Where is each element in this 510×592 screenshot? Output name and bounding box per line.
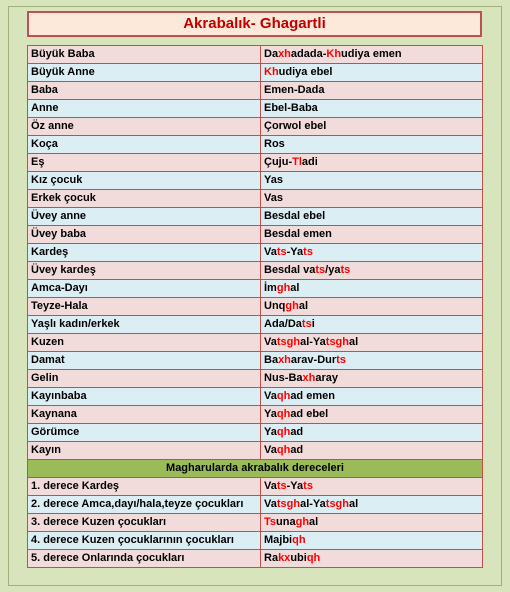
turkish-term-cell: Kardeş bbox=[28, 244, 261, 262]
kinship-row bbox=[28, 190, 483, 208]
turkish-term-cell: Anne bbox=[28, 100, 261, 118]
page-frame bbox=[8, 6, 502, 586]
kinship-row bbox=[28, 172, 483, 190]
turkish-term-cell: Kuzen bbox=[28, 334, 261, 352]
ghagartli-term-cell: Yaqhad ebel bbox=[261, 406, 483, 424]
turkish-term-cell: Üvey anne bbox=[28, 208, 261, 226]
turkish-term-cell: Damat bbox=[28, 352, 261, 370]
ghagartli-term-cell: Vats-Yats bbox=[261, 478, 483, 496]
ghagartli-term-cell: Rakxubiqh bbox=[261, 550, 483, 568]
ghagartli-term-cell: Vaqhad emen bbox=[261, 388, 483, 406]
turkish-term-cell: Kayın bbox=[28, 442, 261, 460]
kinship-table bbox=[27, 45, 483, 568]
kinship-row bbox=[28, 442, 483, 460]
turkish-term-cell: Üvey baba bbox=[28, 226, 261, 244]
kinship-row bbox=[28, 64, 483, 82]
ghagartli-term-cell: İmghal bbox=[261, 280, 483, 298]
kinship-row bbox=[28, 352, 483, 370]
ghagartli-term-cell: Ebel-Baba bbox=[261, 100, 483, 118]
ghagartli-term-cell: Khudiya ebel bbox=[261, 64, 483, 82]
kinship-row bbox=[28, 406, 483, 424]
kinship-row bbox=[28, 118, 483, 136]
degree-row bbox=[28, 496, 483, 514]
kinship-row bbox=[28, 316, 483, 334]
turkish-term-cell: Teyze-Hala bbox=[28, 298, 261, 316]
degree-row bbox=[28, 532, 483, 550]
kinship-row bbox=[28, 334, 483, 352]
ghagartli-term-cell: Vats-Yats bbox=[261, 244, 483, 262]
ghagartli-term-cell: Besdal ebel bbox=[261, 208, 483, 226]
ghagartli-term-cell: Emen-Dada bbox=[261, 82, 483, 100]
turkish-term-cell: Amca-Dayı bbox=[28, 280, 261, 298]
turkish-term-cell: Eş bbox=[28, 154, 261, 172]
ghagartli-term-cell: Yaqhad bbox=[261, 424, 483, 442]
kinship-row bbox=[28, 226, 483, 244]
turkish-term-cell: Öz anne bbox=[28, 118, 261, 136]
section-header-row bbox=[28, 460, 483, 478]
turkish-term-cell: 2. derece Amca,dayı/hala,teyze çocukları bbox=[28, 496, 261, 514]
ghagartli-term-cell: Baxharav-Durts bbox=[261, 352, 483, 370]
turkish-term-cell: Kaynana bbox=[28, 406, 261, 424]
degree-row bbox=[28, 478, 483, 496]
turkish-term-cell: Görümce bbox=[28, 424, 261, 442]
ghagartli-term-cell: Nus-Baxharay bbox=[261, 370, 483, 388]
ghagartli-term-cell: Daxhadada-Khudiya emen bbox=[261, 46, 483, 64]
ghagartli-term-cell: Vaqhad bbox=[261, 442, 483, 460]
turkish-term-cell: 3. derece Kuzen çocukları bbox=[28, 514, 261, 532]
ghagartli-term-cell: Ada/Datsi bbox=[261, 316, 483, 334]
kinship-row bbox=[28, 370, 483, 388]
turkish-term-cell: Büyük Baba bbox=[28, 46, 261, 64]
kinship-row bbox=[28, 424, 483, 442]
page-title: Akrabalık- Ghagartli bbox=[27, 11, 482, 37]
turkish-term-cell: 1. derece Kardeş bbox=[28, 478, 261, 496]
turkish-term-cell: Koça bbox=[28, 136, 261, 154]
ghagartli-term-cell: Vatsghal-Yatsghal bbox=[261, 496, 483, 514]
kinship-row bbox=[28, 136, 483, 154]
kinship-row bbox=[28, 388, 483, 406]
ghagartli-term-cell: Besdal vats/yats bbox=[261, 262, 483, 280]
degree-row bbox=[28, 550, 483, 568]
degree-row bbox=[28, 514, 483, 532]
ghagartli-term-cell: Yas bbox=[261, 172, 483, 190]
kinship-row bbox=[28, 46, 483, 64]
kinship-row bbox=[28, 262, 483, 280]
turkish-term-cell: Kız çocuk bbox=[28, 172, 261, 190]
kinship-row bbox=[28, 154, 483, 172]
turkish-term-cell: Büyük Anne bbox=[28, 64, 261, 82]
kinship-row bbox=[28, 298, 483, 316]
ghagartli-term-cell: Tsunaghal bbox=[261, 514, 483, 532]
turkish-term-cell: Gelin bbox=[28, 370, 261, 388]
ghagartli-term-cell: Çuju-Tladi bbox=[261, 154, 483, 172]
turkish-term-cell: Kayınbaba bbox=[28, 388, 261, 406]
ghagartli-term-cell: Vatsghal-Yatsghal bbox=[261, 334, 483, 352]
kinship-row bbox=[28, 82, 483, 100]
ghagartli-term-cell: Vas bbox=[261, 190, 483, 208]
section-header: Magharularda akrabalık dereceleri bbox=[28, 460, 483, 478]
ghagartli-term-cell: Besdal emen bbox=[261, 226, 483, 244]
kinship-row bbox=[28, 280, 483, 298]
turkish-term-cell: 4. derece Kuzen çocuklarının çocukları bbox=[28, 532, 261, 550]
ghagartli-term-cell: Çorwol ebel bbox=[261, 118, 483, 136]
turkish-term-cell: 5. derece Onlarında çocukları bbox=[28, 550, 261, 568]
kinship-row bbox=[28, 244, 483, 262]
turkish-term-cell: Üvey kardeş bbox=[28, 262, 261, 280]
kinship-row bbox=[28, 100, 483, 118]
turkish-term-cell: Erkek çocuk bbox=[28, 190, 261, 208]
ghagartli-term-cell: Majbiqh bbox=[261, 532, 483, 550]
kinship-row bbox=[28, 208, 483, 226]
turkish-term-cell: Yaşlı kadın/erkek bbox=[28, 316, 261, 334]
ghagartli-term-cell: Unqghal bbox=[261, 298, 483, 316]
ghagartli-term-cell: Ros bbox=[261, 136, 483, 154]
turkish-term-cell: Baba bbox=[28, 82, 261, 100]
